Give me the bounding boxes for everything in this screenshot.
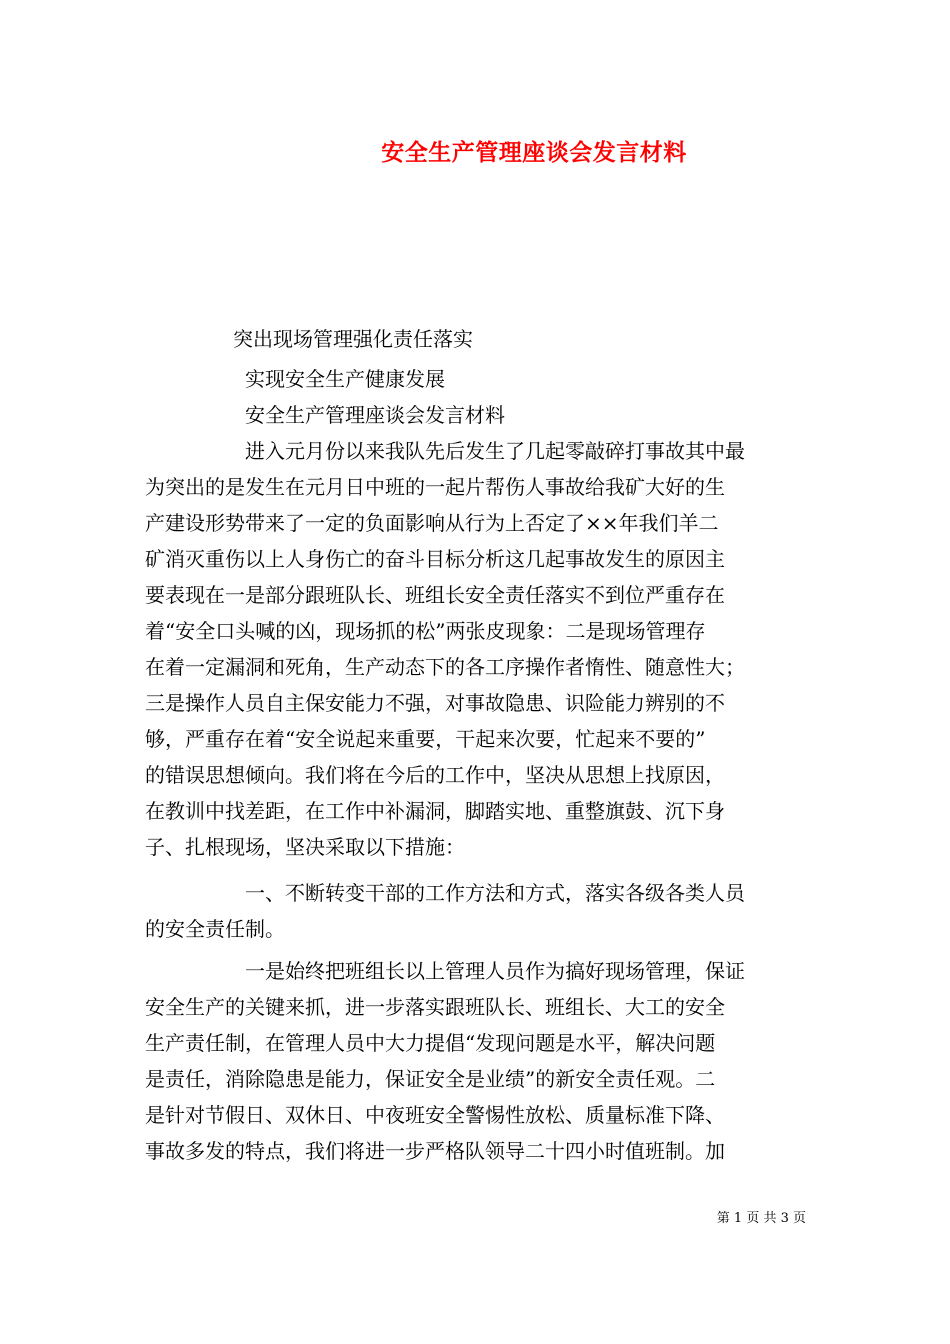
body-line: 是责任，消除隐患是能力，保证安全是业绩”的新安全责任观。二: [145, 1067, 716, 1091]
body-line: 要表现在一是部分跟班队长、班组长安全责任落实不到位严重存在: [145, 583, 725, 607]
body-line: 为突出的是发生在元月日中班的一起片帮伤人事故给我矿大好的生: [145, 475, 725, 499]
body-line: 事故多发的特点，我们将进一步严格队领导二十四小时值班制。加: [145, 1139, 725, 1163]
document-title: 安全生产管理座谈会发言材料: [381, 139, 687, 166]
page-footer: 第 1 页 共 3 页: [716, 1211, 806, 1226]
body-line: 矿消灭重伤以上人身伤亡的奋斗目标分析这几起事故发生的原因主: [145, 547, 725, 571]
body-line: 在教训中找差距，在工作中补漏洞，脚踏实地、重整旗鼓、沉下身: [145, 799, 725, 823]
body-line: 生产责任制，在管理人员中大力提倡“发现问题是水平，解决问题: [145, 1031, 716, 1055]
body-line: 的错误思想倾向。我们将在今后的工作中，坚决从思想上找原因，: [145, 763, 725, 787]
subtitle-line-1: 突出现场管理强化责任落实: [233, 327, 473, 351]
body-line: 进入元月份以来我队先后发生了几起零敲碎打事故其中最: [245, 439, 745, 463]
body-line: 在着一定漏洞和死角，生产动态下的各工序操作者惰性、随意性大；: [145, 655, 745, 679]
section-heading-cont: 的安全责任制。: [145, 917, 285, 941]
body-line: 够，严重存在着“安全说起来重要，干起来次要，忙起来不要的”: [145, 727, 706, 751]
body-line: 子、扎根现场，坚决采取以下措施：: [145, 835, 465, 859]
body-line: 安全生产的关键来抓，进一步落实跟班队长、班组长、大工的安全: [145, 995, 725, 1019]
body-line: 是针对节假日、双休日、中夜班安全警惕性放松、质量标准下降、: [145, 1103, 725, 1127]
body-line: 三是操作人员自主保安能力不强，对事故隐患、识险能力辨别的不: [145, 691, 725, 715]
body-line: 一是始终把班组长以上管理人员作为搞好现场管理，保证: [245, 959, 745, 983]
body-line: 着“安全口头喊的凶，现场抓的松”两张皮现象：二是现场管理存: [145, 619, 706, 643]
section-heading: 一、不断转变干部的工作方法和方式，落实各级各类人员: [245, 881, 745, 905]
body-line: 产建设形势带来了一定的负面影响从行为上否定了××年我们羊二: [145, 511, 719, 535]
subtitle-line-3: 安全生产管理座谈会发言材料: [245, 403, 505, 427]
subtitle-line-2: 实现安全生产健康发展: [245, 367, 445, 391]
